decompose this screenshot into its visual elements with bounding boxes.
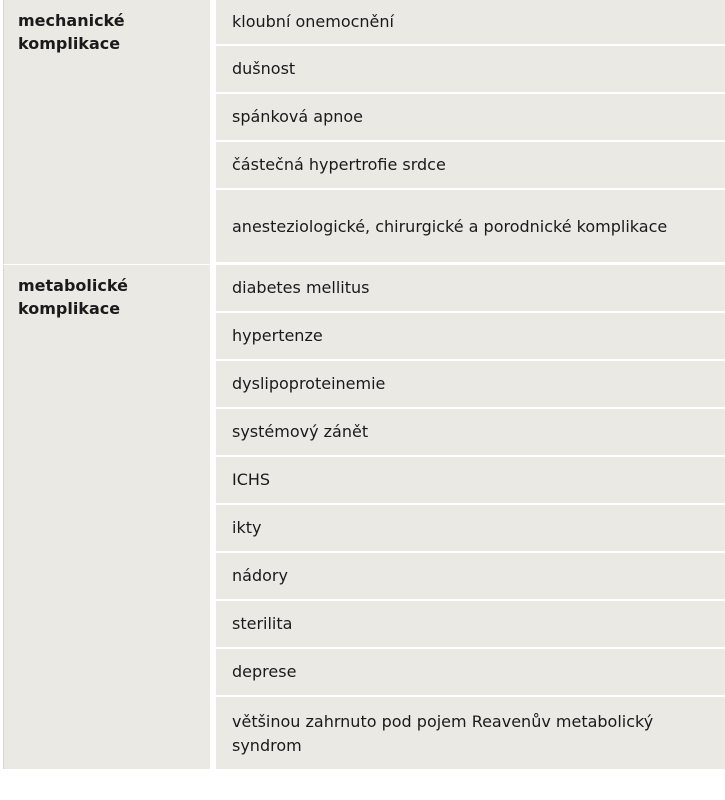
group-items <box>216 0 725 264</box>
list-item: systémový zánět <box>216 409 725 457</box>
list-item: deprese <box>216 649 725 697</box>
list-item: diabetes mellitus <box>216 265 725 313</box>
list-item: většinou zahrnuto pod pojem Reavenův metabolický syndrom <box>216 697 725 769</box>
list-item: ICHS <box>216 457 725 505</box>
group-mechanical <box>3 0 725 264</box>
group-label: metabolické komplikace <box>3 265 216 769</box>
group-label: mechanické komplikace <box>3 0 216 264</box>
list-item: hypertenze <box>216 313 725 361</box>
complications-table <box>3 0 725 769</box>
list-item: nádory <box>216 553 725 601</box>
list-item: anesteziologické, chirurgické a porodnické komplikace <box>216 190 725 264</box>
list-item: dušnost <box>216 46 725 94</box>
group-items <box>216 265 725 769</box>
list-item: ikty <box>216 505 725 553</box>
group-metabolic <box>3 264 725 769</box>
list-item: dyslipoproteinemie <box>216 361 725 409</box>
list-item: částečná hypertrofie srdce <box>216 142 725 190</box>
list-item: sterilita <box>216 601 725 649</box>
list-item: kloubní onemocnění <box>216 0 725 46</box>
list-item: spánková apnoe <box>216 94 725 142</box>
